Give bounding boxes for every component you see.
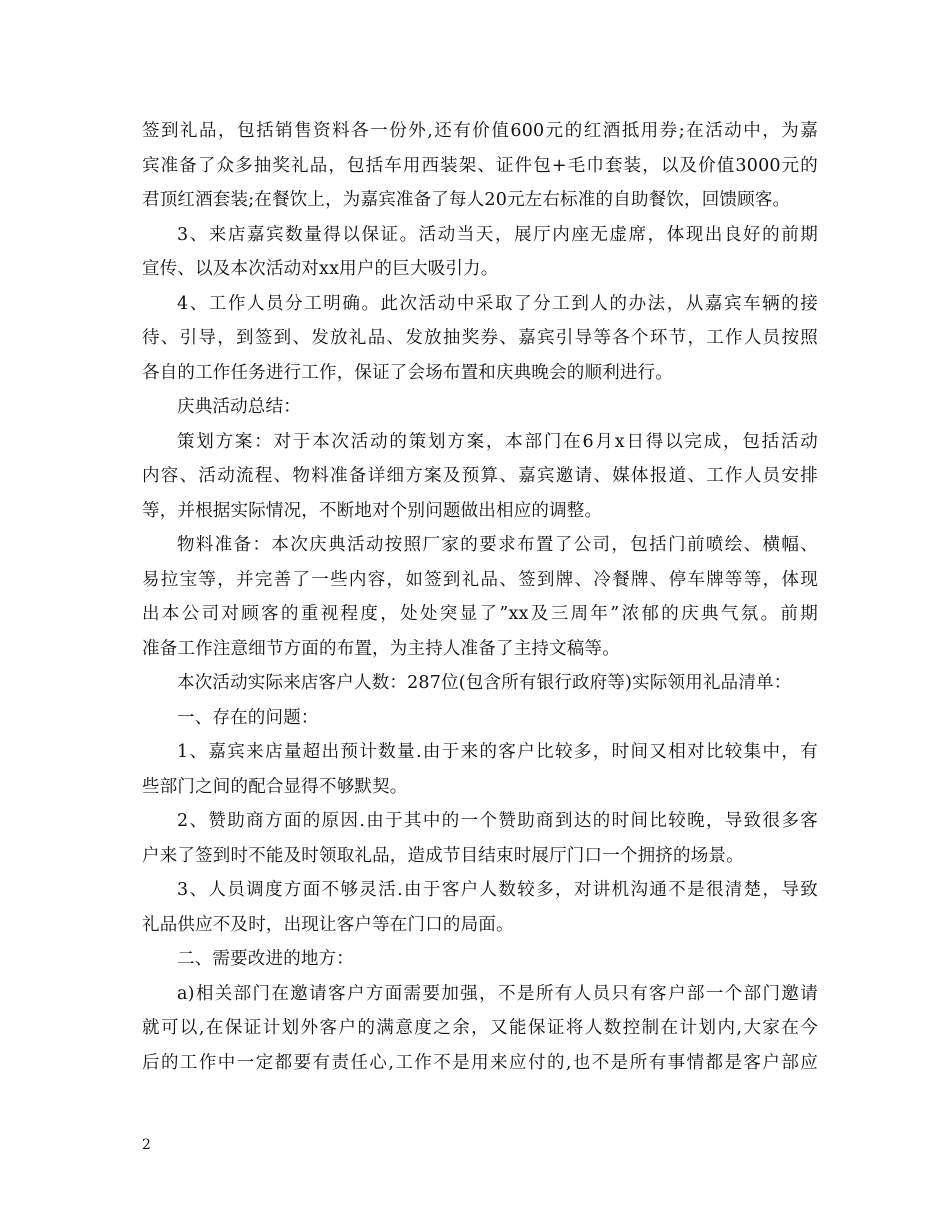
text-line: 宣传、以及本次活动对xx用户的巨大吸引力。	[142, 259, 499, 279]
text-line: 户来了签到时不能及时领取礼品，造成节目结束时展厅门口一个拥挤的场景。	[142, 845, 744, 866]
text-line: 君顶红酒套装;在餐饮上，为嘉宾准备了每人20元左右标准的自助餐饮，回馈顾客。	[142, 190, 791, 210]
document-body	[142, 114, 818, 1080]
page-number: 2	[142, 1137, 151, 1153]
section-heading: 二、需要改进的地方：	[177, 949, 354, 969]
text-line: 后的工作中一定都要有责任心,工作不是用来应付的,也不是所有事情都是客户部应	[142, 1052, 818, 1073]
section-heading: 庆典活动总结：	[177, 397, 301, 417]
section-heading: 一、存在的问题：	[177, 707, 319, 728]
text-line: 出本公司对顾客的重视程度，处处突显了”xx及三周年”浓郁的庆典气氛。前期	[142, 604, 818, 624]
text-line: 签到礼品，包括销售资料各一份外,还有价值600元的红酒抵用券;在活动中，为嘉	[142, 121, 818, 141]
text-line: 易拉宝等，并完善了一些内容，如签到礼品、签到牌、冷餐牌、停车牌等等，体现	[142, 569, 818, 590]
text-line: a)相关部门在邀请客户方面需要加强，不是所有人员只有客户部一个部门邀请	[177, 983, 818, 1004]
text-line: 4、工作人员分工明确。此次活动中采取了分工到人的办法，从嘉宾车辆的接	[177, 293, 818, 314]
text-line: 3、来店嘉宾数量得以保证。活动当天，展厅内座无虚席，体现出良好的前期	[177, 224, 818, 245]
text-line: 物料准备：本次庆典活动按照厂家的要求布置了公司，包括门前喷绘、横幅、	[177, 535, 818, 555]
text-line: 等，并根据实际情况，不断地对个别问题做出相应的调整。	[142, 500, 603, 521]
text-line: 准备工作注意细节方面的布置，为主持人准备了主持文稿等。	[142, 638, 620, 659]
text-line: 宾准备了众多抽奖礼品，包括车用西装架、证件包+毛巾套装，以及价值3000元的	[142, 155, 818, 176]
text-line: 本次活动实际来店客户人数：287位(包含所有银行政府等)实际领用礼品清单：	[177, 673, 792, 693]
text-line: 策划方案：对于本次活动的策划方案，本部门在6月x日得以完成，包括活动	[177, 431, 818, 452]
text-line: 2、赞助商方面的原因.由于其中的一个赞助商到达的时间比较晚，导致很多客	[177, 811, 818, 831]
text-line: 礼品供应不及时，出现让客户等在门口的局面。	[142, 914, 514, 935]
text-line: 就可以,在保证计划外客户的满意度之余，又能保证将人数控制在计划内,大家在今	[142, 1018, 818, 1038]
text-line: 3、人员调度方面不够灵活.由于客户人数较多，对讲机沟通不是很清楚，导致	[177, 880, 818, 900]
text-line: 些部门之间的配合显得不够默契。	[142, 776, 408, 797]
text-line: 内容、活动流程、物料准备详细方案及预算、嘉宾邀请、媒体报道、工作人员安排	[142, 466, 818, 486]
text-line: 1、嘉宾来店量超出预计数量.由于来的客户比较多，时间又相对比较集中，有	[177, 742, 818, 762]
text-line: 各自的工作任务进行工作，保证了会场布置和庆典晚会的顺利进行。	[142, 362, 673, 383]
text-line: 待、引导，到签到、发放礼品、发放抽奖券、嘉宾引导等各个环节，工作人员按照	[142, 328, 818, 348]
